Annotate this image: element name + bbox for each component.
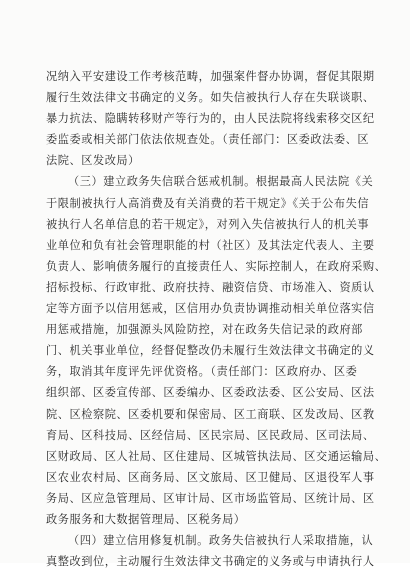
text-line: 区农业农村局、区商务局、区文旅局、区卫健局、区退役军人事 [46,470,375,484]
text-line: 业单位和负有社会管理职能的村（社区）及其法定代表人、主要 [46,238,375,252]
text-line: 于限制被执行人高消费及有关消费的若干规定》《关于公布失信 [46,196,370,210]
text-line: 法院、区发改局） [46,154,140,168]
text-line: 定等方面予以信用惩戒，区信用办负责协调推动相关单位落实信 [46,302,375,316]
text-line: 履行生效法律文书确定的义务。如失信被执行人存在失联谈职、 [46,91,375,105]
text-line: 被执行人名单信息的若干规定》，对列入失信被执行人的机关事 [46,217,370,231]
text-line: 政务服务和大数据管理局、区税务局） [46,512,246,526]
text-line: 务，取消其年度评先评优资格。（责任部门：区政府办、区委 [46,365,358,379]
text-line: 真整改到位，主动履行生效法律文书确定的义务或与申请执行人 [46,555,375,569]
text-line: 招标投标、行政审批、政府扶持、融资信贷、市场准入、资质认 [46,280,375,294]
text-line: 组织部、区委宣传部、区委编办、区委政法委、区公安局、区法 [46,386,375,400]
text-line: 区财政局、区人社局、区住建局、区城管执法局、区交通运输局、 [46,449,387,463]
text-line: 务局、区应急管理局、区审计局、区市场监管局、区统计局、区 [46,491,375,505]
text-line: 委监委或相关部门依法依规查处。（责任部门：区委政法委、区 [46,133,370,147]
text-line: （三）建立政务失信联合惩戒机制。根据最高人民法院《关 [68,175,374,189]
text-line: （四）建立信用修复机制。政务失信被执行人采取措施，认 [68,534,374,548]
text-line: 暴力抗法、隐瞒转移财产等行为的，由人民法院将线索移交区纪 [46,112,375,126]
text-line: 用惩戒措施，加强源头风险防控，对在政务失信记录的政府部 [46,323,363,337]
text-line: 育局、区科技局、区经信局、区民宗局、区民政局、区司法局、 [46,428,375,442]
text-line: 门、机关事业单位，经督促整改仍未履行生效法律文书确定的义 [46,344,375,358]
text-line: 院、区检察院、区委机要和保密局、区工商联、区发改局、区教 [46,407,375,421]
text-line: 况纳入平安建设工作考核范畴，加强案件督办协调，督促其限期 [46,70,375,83]
document-body [46,66,387,572]
text-line: 负责人、影响债务履行的直接责任人、实际控制人，在政府采购、 [46,259,387,273]
